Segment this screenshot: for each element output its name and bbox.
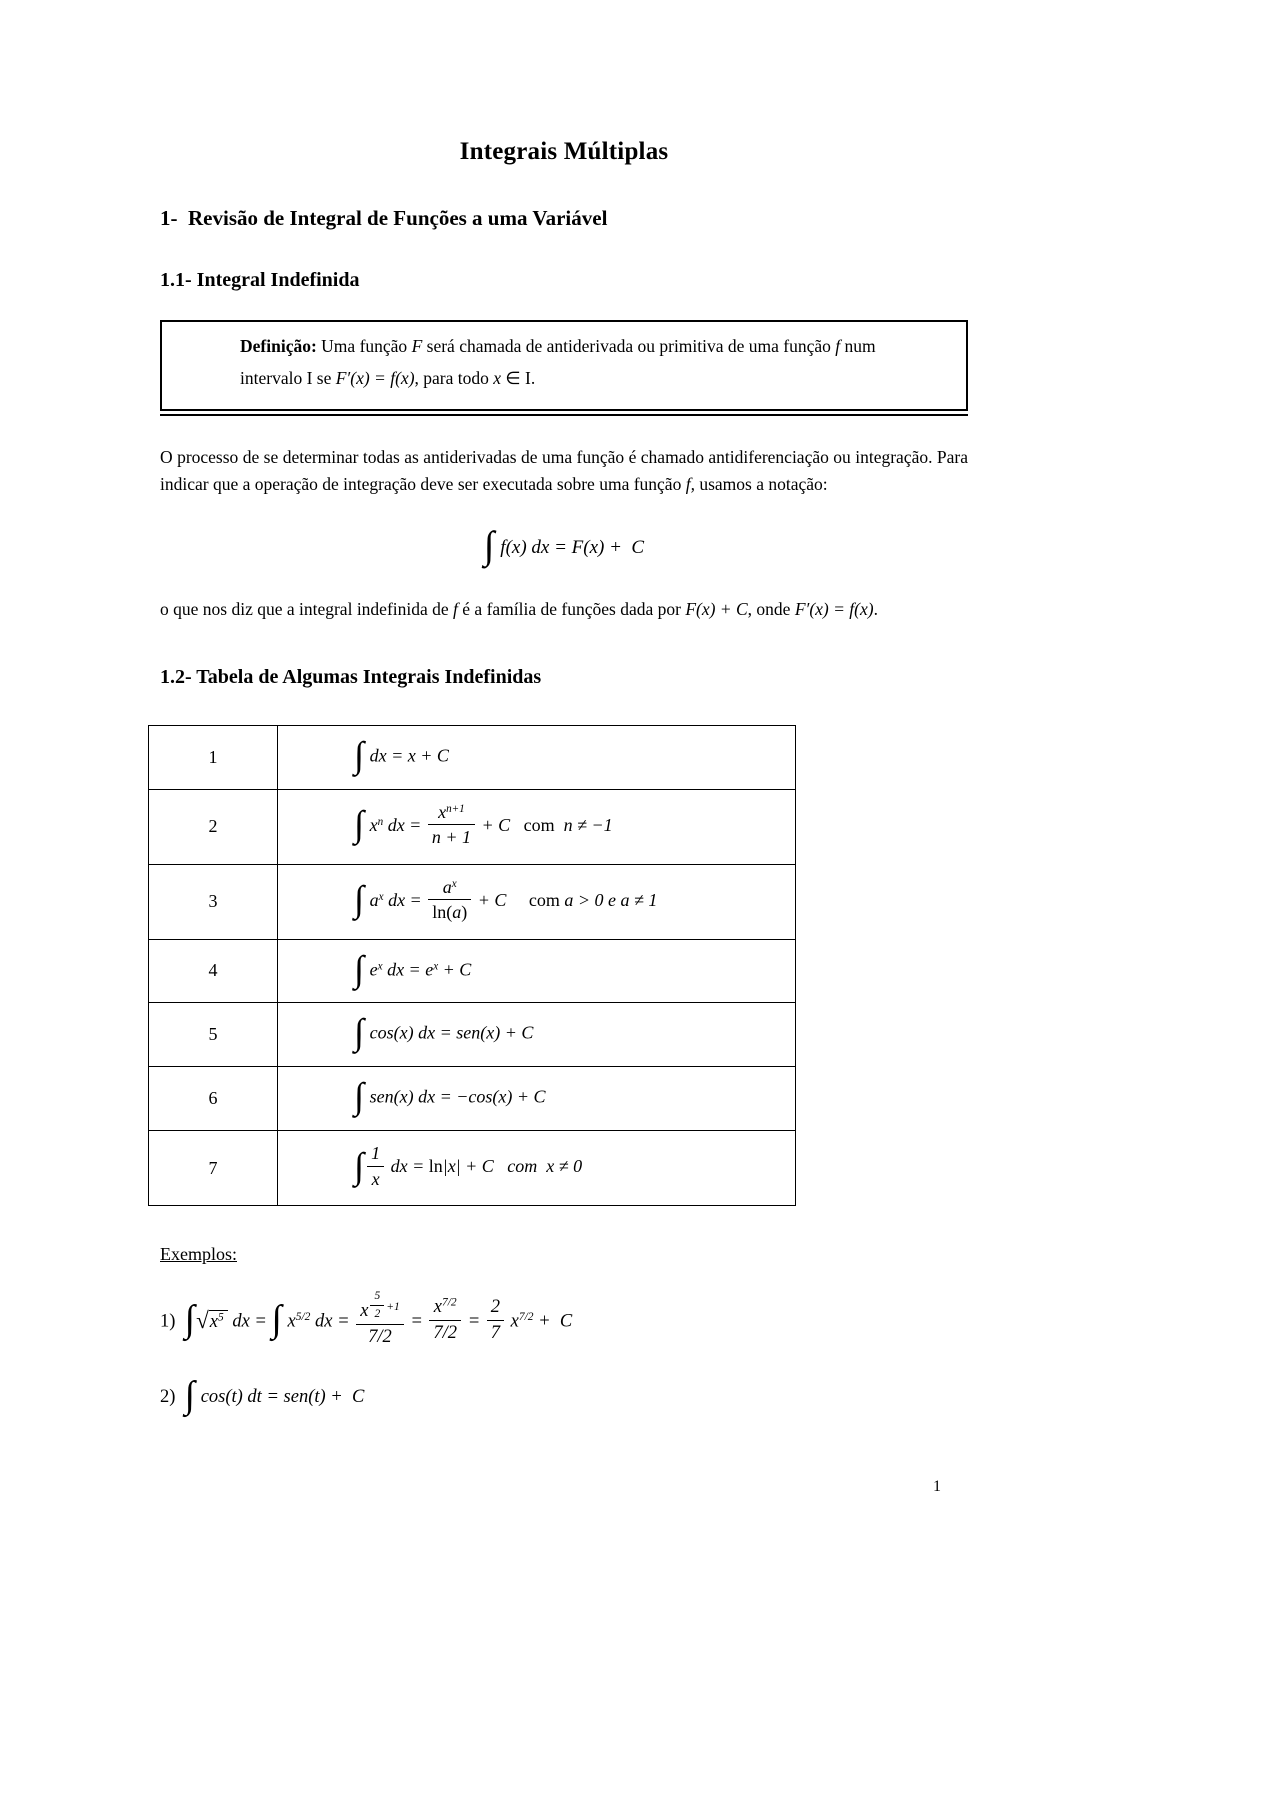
definition-box xyxy=(160,320,968,411)
row-number: 2 xyxy=(149,789,278,864)
table-row xyxy=(149,864,796,939)
row-formula: ∫ $x^n$ dx = $\frac{x^{n+1}}{n + 1}$ + C com n ≠ −1 xyxy=(278,789,796,864)
examples-label: Exemplos: xyxy=(160,1244,237,1265)
row-formula: ∫ cos(x) dx = sen(x) + C xyxy=(278,1003,796,1067)
page-title: Integrais Múltiplas xyxy=(459,138,669,165)
row-formula: ∫ dx = x + C xyxy=(278,725,796,789)
row-formula: ∫ $a^x$ dx = $\frac{a^x}{\ln(a)}$ + C com a > 0 e a ≠ 1 xyxy=(278,864,796,939)
table-row xyxy=(149,725,796,789)
row-number: 1 xyxy=(149,725,278,789)
example-2: 2) ∫ cos(t) dt = sen(t) + C xyxy=(160,1374,365,1417)
table-row xyxy=(149,1003,796,1067)
row-number: 3 xyxy=(149,864,278,939)
row-formula: ∫ sen(x) dx = −cos(x) + C xyxy=(278,1067,796,1131)
row-formula: ∫ $\frac{1}{x}$ dx = ln|x| + C com x ≠ 0 xyxy=(278,1131,796,1206)
section-heading-1-2: 1.2- Tabela de Algumas Integrais Indefinidas xyxy=(160,665,542,688)
section-heading-1: 1- Revisão de Integral de Funções a uma Variável xyxy=(160,206,608,230)
paragraph-family: o que nos diz que a integral indefinida de f é a família de funções dada por F(x) + C, onde F′(x) = f(x). xyxy=(160,598,878,619)
row-number: 5 xyxy=(149,1003,278,1067)
row-number: 7 xyxy=(149,1131,278,1206)
indefinite-integral-formula: ∫ f(x) dx = F(x) + C xyxy=(483,524,645,568)
table-row xyxy=(149,939,796,1003)
definition-box-underline xyxy=(160,414,968,416)
page-number: 1 xyxy=(933,1478,941,1495)
table-row xyxy=(149,1131,796,1206)
definition-text: Definição: Uma função F será chamada de antiderivada ou primitiva de uma função f num intervalo I se F′(x) = f(x), para todo x ∈ I. xyxy=(240,336,876,389)
table-row xyxy=(149,789,796,864)
integrals-table xyxy=(148,725,796,1207)
paragraph-intro: O processo de se determinar todas as antiderivadas de uma função é chamado antidiferenciação ou integração. Para indicar que a operação de integração deve ser executada sobre uma função f, usamos a notação: xyxy=(160,446,968,495)
row-number: 6 xyxy=(149,1067,278,1131)
row-number: 4 xyxy=(149,939,278,1003)
row-formula: ∫ $e^x$ dx = $e^x + C$ xyxy=(278,939,796,1003)
table-row xyxy=(149,1067,796,1131)
section-heading-1-1: 1.1- Integral Indefinida xyxy=(160,269,360,291)
example-1: 1) $\int√x^5$ dx = ∫ $x^{5/2}$ dx = x $^{\frac{5}{2} +1}$ 7/2 = $\frac{x^{7/2}}{7/2}$ = $\frac{2}{7}$ $x^{7/2} + C$ xyxy=(160,1290,573,1348)
